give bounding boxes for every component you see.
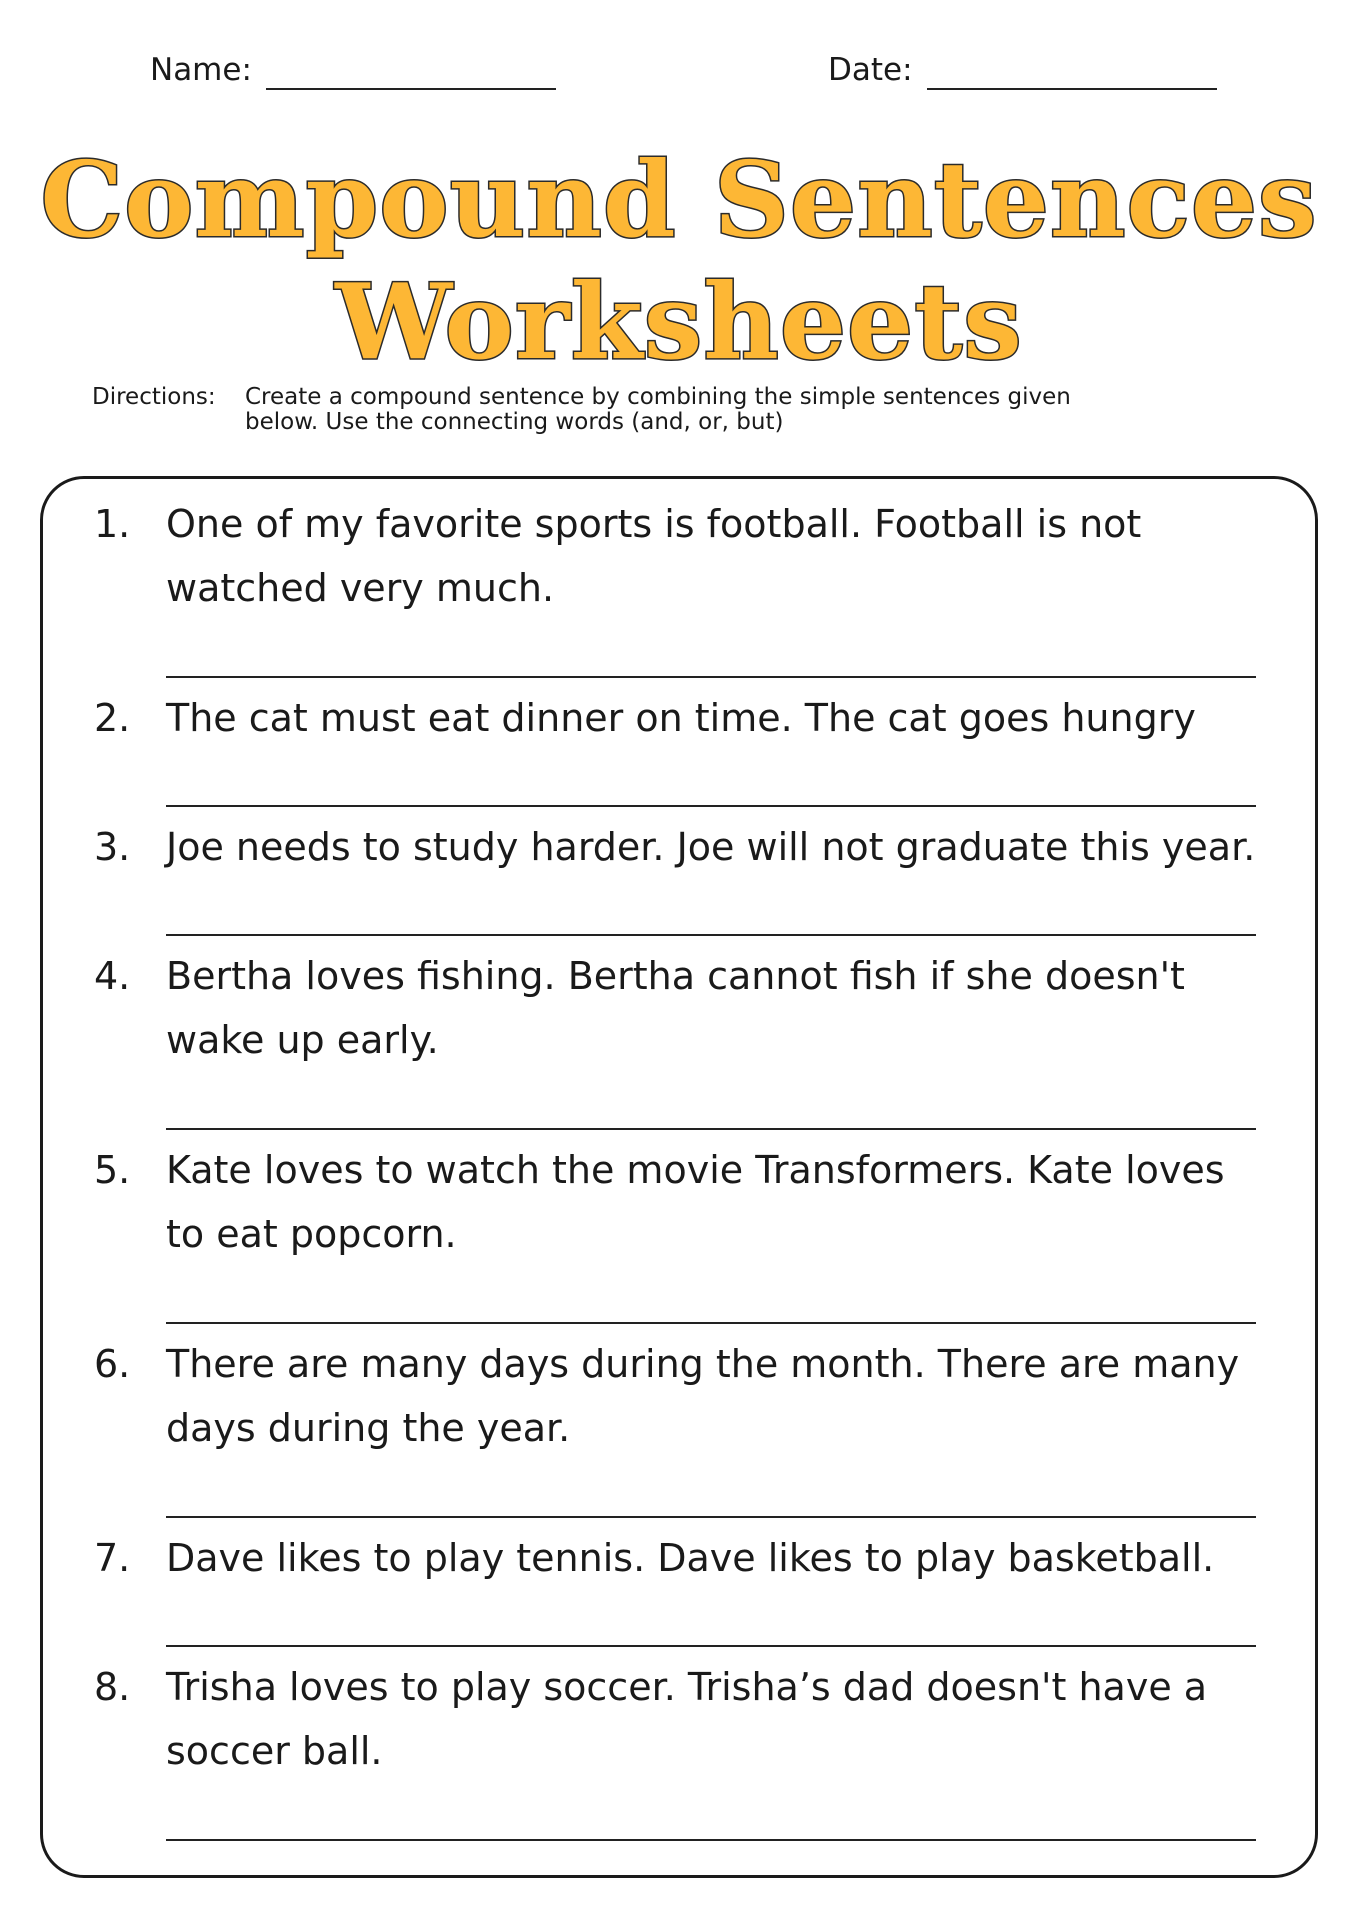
page-title-line1: Compound Sentences [40,138,1318,261]
item-number: 8. [94,1665,131,1709]
directions [92,385,1125,435]
item-number: 1. [94,502,131,546]
page-title-line2: Worksheets [335,260,1023,383]
item-sentence: Joe needs to study harder. Joe will not graduate this year. [166,825,1256,869]
name-label: Name: [150,52,252,88]
answer-line-6[interactable] [166,1516,1256,1518]
answer-line-8[interactable] [166,1839,1256,1841]
answer-line-2[interactable] [166,805,1256,807]
item-number: 4. [94,954,131,998]
item-number: 7. [94,1536,131,1580]
name-blank[interactable] [266,54,556,90]
answer-line-7[interactable] [166,1645,1256,1647]
directions-text: Create a compound sentence by combining the simple sentences given below. Use the connecting words (and, or, but) [245,384,1071,435]
item-sentence: The cat must eat dinner on time. The cat goes hungry [166,696,1196,740]
item-sentence: Kate loves to watch the movie Transformers. Kate loves to eat popcorn. [166,1148,1225,1256]
item-sentence: Trisha loves to play soccer. Trisha’s dad doesn't have a soccer ball. [166,1665,1208,1773]
answer-line-4[interactable] [166,1128,1256,1130]
date-blank[interactable] [927,54,1217,90]
name-field[interactable] [150,50,556,90]
directions-label: Directions: [92,384,216,410]
item-number: 6. [94,1342,131,1386]
item-sentence: One of my favorite sports is football. Football is not watched very much. [166,502,1142,610]
answer-line-1[interactable] [166,676,1256,678]
item-sentence: Dave likes to play tennis. Dave likes to play basketball. [166,1536,1215,1580]
item-number: 3. [94,825,131,869]
date-label: Date: [828,52,913,88]
item-sentence: There are many days during the month. There are many days during the year. [166,1342,1240,1450]
answer-line-5[interactable] [166,1322,1256,1324]
answer-line-3[interactable] [166,934,1256,936]
item-number: 5. [94,1148,131,1192]
item-number: 2. [94,696,131,740]
date-field[interactable] [828,50,1217,90]
item-sentence: Bertha loves fishing. Bertha cannot fish if she doesn't wake up early. [166,954,1185,1062]
